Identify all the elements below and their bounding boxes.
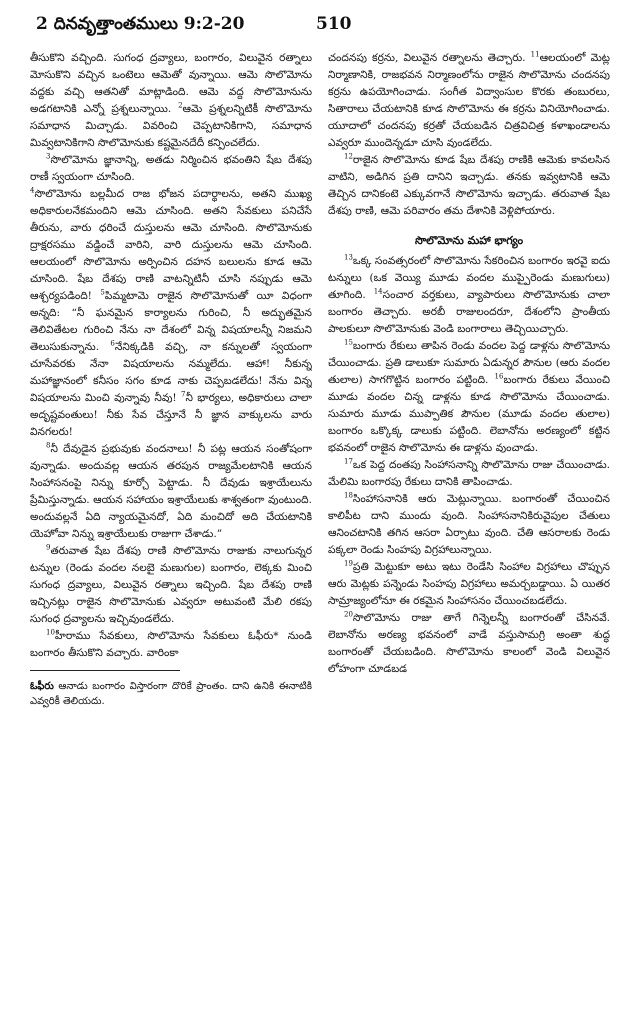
verse-text: సొలొమోను జ్ఞానాన్ని, అతడు నిర్మించిన భవంతిని షేబ దేశపు రాణీ స్వయంగా చూసింది. xyxy=(30,154,312,183)
verse-number: 13 xyxy=(344,253,353,262)
verse-continuation: చందనపు కర్రను, విలువైన రత్నాలను తెచ్చారు. $^{11}$ఆలయంలో మెట్ల నిర్మాణానికి, రాజభవన నిర్మాణంలోను రాజైన సొలొమోను చందనపు కర్రను ఉపయోగించాడు. సంగీత విద్వాంసుల కొరకు తంబురలు, సితారాలు చేయటానికి కూడ సొలొమోను ఈ కర్రను వినియోగించాడు. యూదాలో చందనపు కర్రతో చేయబడిన చిత్రవిచిత్ర కళాఖండాలను ఎవ్వరూ ముందెన్నడూ చూసి వుండలేదు. xyxy=(328,50,610,149)
verse-text: పిమ్మటామె రాజైన సొలొమోనుతో యీ విధంగా అన్నది: “నీ ఘనమైన కార్యాలను గురించి, నీ అద్భుతమైన తెలివితేటల గురించి నేను నా దేశంలో విన్న విషయాలన్నీ నిజమని తెలుసుకున్నాను. xyxy=(30,290,312,353)
verse-text: తరువాత షేబ దేశపు రాణి సొలొమోను రాజుకు నాలుగున్నర టన్నుల (రెండు వందల నలబై మణుగుల) బంగారం, లెక్కకు మించి సుగంధ ద్రవ్యాలు, విలువైన రత్నాలు ఇచ్చింది. షేబ దేశపు రాణి ఇచ్చినట్లు రాజైన సొలొమోనుకు ఎవ్వరూ అటువంటి మేలి రకపు సుగంధ ద్రవ్యాలను ఇచ్చివుండలేదు. xyxy=(30,545,312,625)
verse-number: 4 xyxy=(30,186,35,195)
section-heading: సొలొమోను మహా భాగ్యం xyxy=(414,234,524,247)
verse-paragraph xyxy=(328,610,610,678)
verse-paragraph xyxy=(30,186,312,441)
verse-text: నీ భార్యలు, అధికారులు చాలా అదృష్టవంతులు! నీకు సేవ చేస్తూనే నీ జ్ఞాన వాక్కులను వారు వినగలరు! xyxy=(30,392,312,438)
verse-number: 12 xyxy=(344,152,353,161)
verse-paragraph xyxy=(328,491,610,559)
verse-text: సంచార వర్తకులు, వ్యాపారులు సొలొమోనుకు చాలా బంగారం తెచ్చారు. అరబీ రాజులందరూ, దేశంలోని ప్రాంతీయ పాలకులూ సొలొమోనుకు వెండి బంగారాలు తెచ్చియిచ్చారు. xyxy=(328,289,610,335)
verse-paragraph xyxy=(30,152,312,186)
footnote-divider xyxy=(30,670,180,671)
verse-text: సొలొమోను రాజు తాగే గిన్నెలన్నీ బంగారంతో చేసినవే. లెబానోను అరణ్య భవనంలో వాడే వస్తుసామగ్రి అంతా శుద్ధ బంగారంతో చేయబడింది. సొలొమోను కాలంలో వెండి విలువైన లోహంగా చూడబడ xyxy=(328,612,610,675)
verse-number: 19 xyxy=(344,559,353,568)
verse-paragraph xyxy=(30,628,312,662)
verse-number: 2 xyxy=(178,101,183,110)
verse-text: ప్రతి మెట్టుకూ అటు ఇటు రెండేసి సింహాల విగ్రహాలు చొప్పున ఆరు మెట్లకు పన్నెండు సింహపు విగ్రహాలు అమర్చబడ్డాయి. ఏ యితర సామ్రాజ్యంలోనూ ఈ రకమైన సింహాసనం చేయించబడలేదు. xyxy=(328,561,610,607)
footnote-term: ఓఫీరు xyxy=(30,681,54,692)
page-header xyxy=(36,14,602,42)
verse-paragraph xyxy=(328,338,610,457)
verse-number: 11 xyxy=(530,50,540,59)
verse-number: 16 xyxy=(494,372,504,381)
verse-paragraph xyxy=(328,559,610,610)
verse-continuation: తీసుకొని వచ్చింది. సుగంధ ద్రవ్యాలు, బంగారం, విలువైన రత్నాలు మోసుకొని వచ్చిన ఒంటెలు ఆమెతో వున్నాయి. ఆమె సొలొమోను వద్దకు వచ్చి ఆతనితో మాట్లాడింది. ఆమె వద్ద సొలొమోనును అడగటానికి ఎన్నో ప్రశ్నలున్నాయి. $^2$ఆమె ప్రశ్నలన్నిటికీ సొలొమోను సమాధాన మిచ్చాడు. వివరించి చెప్పటానికిగాని, సమాధాన మివ్వటానికిగాని సొలొమోనుకు కష్టమైనదేదీ కన్పించలేదు. xyxy=(30,52,312,149)
page-number: 510 xyxy=(316,14,352,34)
verse-paragraph xyxy=(328,253,610,338)
verse-number: 8 xyxy=(46,441,51,450)
verse-number: 5 xyxy=(100,288,105,297)
verse-paragraph xyxy=(328,152,610,220)
verse-text: ఒక్క సంవత్సరంలో సొలొమోను సేకరించిన బంగారం ఇరవై ఐదు టన్నులు (ఒక వెయ్యి మూడు వందల ముప్పైరెండు మణుగులు) తూగింది. xyxy=(328,255,610,301)
verse-text: నీ దేవుడైన ప్రభువుకు వందనాలు! నీ పట్ల ఆయన సంతోషంగా వున్నాడు. అందువల్ల ఆయన తరపున రాజ్యమేలటానికి ఆయన సింహాసనంపై నిన్ను కూర్చో పెట్టాడు. నీ దేవుడు ఇశ్రాయేలును ప్రేమిస్తున్నాడు. ఆయన సహాయం ఇశ్రాయేలుకు శాశ్వతంగా వుంటుంది. అందువల్లనే ఏది న్యాయమైనదో, ఏది మంచిదో అది చేయటానికి యెహోవా నిన్ను ఇశ్రాయేలుకు రాజుగా చేశాడు.” xyxy=(30,443,312,540)
verse-number: 9 xyxy=(46,543,51,552)
verse-text: సొలొమోను బల్లమీద రాజ భోజన పదార్థాలను, అతని ముఖ్య అధికారులనేకమందిని ఆమె చూసింది. అతని సేవకులు పనిచేసే తీరును, వారు ధరించే దుస్తులను ఆమె చూసింది. సొలొమోనుకు ద్రాక్షరసము వడ్డించే వారిని, వారి దుస్తులను ఆమె చూసింది. ఆలయంలో సొలొమోను అర్పించిన దహన బలులను కూడ ఆమె చూసింది. షేబ దేశపు రాణి వాటన్నిటినీ చూసి నప్పుడు ఆమె ఆశ్చర్యపడింది! xyxy=(30,188,312,302)
verse-number: 20 xyxy=(344,610,353,619)
book-reference: 2 దినవృత్తాంతములు 9:2-20 xyxy=(36,14,245,34)
verse-text: ఆలయంలో మెట్ల నిర్మాణానికి, రాజభవన నిర్మాణంలోను రాజైన సొలొమోను చందనపు కర్రను ఉపయోగించాడు. సంగీత విద్వాంసుల కొరకు తంబురలు, సితారాలు చేయటానికి కూడ సొలొమోను ఈ కర్రను వినియోగించాడు. యూదాలో చందనపు కర్రతో చేయబడిన చిత్రవిచిత్ర కళాఖండాలను ఎవ్వరూ ముందెన్నడూ చూసి వుండలేదు. xyxy=(328,52,610,149)
verse-text: రాజైన సొలొమోను కూడ షేబ దేశపు రాణికి ఆమెకు కావలసిన వాటిని, అడిగిన ప్రతి దానిని ఇచ్చాడు. తనకు ఇవ్వటానికి ఆమె తెచ్చిన దానికంటె ఎక్కువగానే సొలొమోను ఇచ్చాడు. తరువాత షేబ దేశపు రాణి, ఆమె పరివారం తమ దేశానికి వెళ్లిపోయారు. xyxy=(328,154,610,217)
footnote xyxy=(30,679,312,709)
verse-number: 6 xyxy=(110,339,115,348)
verse-text: హీరాము సేవకులు, సొలొమోను సేవకులు ఓఫీరు* నుండి బంగారం తీసుకొని వచ్చారు. వారింకా xyxy=(30,630,312,659)
footnote-text: ఆనాడు బంగారం విస్తారంగా దొరికే ప్రాంతం. దాని ఉనికి ఈనాటికి ఎవ్వరికీ తెలియదు. xyxy=(30,681,312,707)
verse-paragraph xyxy=(30,543,312,628)
verse-text: బంగారు రేకులు తాపిన రెండు వందల పెద్ద డాళ్లను సొలొమోను చేయించాడు. ప్రతి డాలుకూ సుమారు ఏడున్నర పౌనుల (ఆరు వందల తులాల) సాగగొట్టిన బంగారం పట్టింది. xyxy=(328,340,610,386)
verse-number: 14 xyxy=(373,287,383,296)
verse-text: నేనిక్కడికి వచ్చి, నా కన్నులతో స్వయంగా చూసేవరకు నేనా విషయాలను నమ్మలేదు. ఆహా! నీకున్న మహాజ్ఞానంలో కనీసం సగం కూడ నాకు చెప్పబడలేదు! నేను విన్న విషయాలను మించి వున్నావు నీవు! xyxy=(30,341,312,404)
verse-number: 3 xyxy=(46,152,51,161)
verse-number: 18 xyxy=(344,491,353,500)
verse-paragraph xyxy=(328,457,610,491)
verse-number: 17 xyxy=(344,457,353,466)
verse-text: ఒక పెద్ద దంతపు సింహాసనాన్ని సొలొమోను రాజు చేయించాడు. మేలిమి బంగారపు రేకులు దానికి తాపించాడు. xyxy=(328,459,610,488)
right-column xyxy=(328,50,610,990)
verse-number: 10 xyxy=(46,628,55,637)
verse-paragraph xyxy=(30,441,312,543)
left-column xyxy=(30,50,312,990)
verse-text: బంగారు రేకులు వేయించి మూడు వందల చిన్న డాళ్లను కూడ సొలొమోను చేయించాడు. సుమారు మూడు ముప్పాతిక పౌనుల (మూడు వందల తులాల) బంగారం ఒక్కొక్క డాలుకు పట్టింది. లెబానోను అరణ్యంలో కట్టిన భవనంలో రాజైన సొలొమోను ఈ డాళ్లను వుంచాడు. xyxy=(328,374,610,454)
verse-text: ఆమె ప్రశ్నలన్నిటికీ సొలొమోను సమాధాన మిచ్చాడు. వివరించి చెప్పటానికిగాని, సమాధాన మివ్వటానికిగాని సొలొమోనుకు కష్టమైనదేదీ కన్పించలేదు. xyxy=(30,103,312,149)
verse-number: 7 xyxy=(181,390,186,399)
verse-number: 15 xyxy=(344,338,353,347)
verse-text: సింహాసనానికి ఆరు మెట్లున్నాయి. బంగారంతో చేయించిన కాలిపీట దాని ముందు వుంది. సింహాసనానికిరువైపుల చేతులు ఆనించటానికి తగిన ఆసరా ఏర్పాటు వుంది. చేతి ఆసరాలకు రెండు పక్కలా రెండు సింహపు విగ్రహాలున్నాయి. xyxy=(328,493,610,556)
